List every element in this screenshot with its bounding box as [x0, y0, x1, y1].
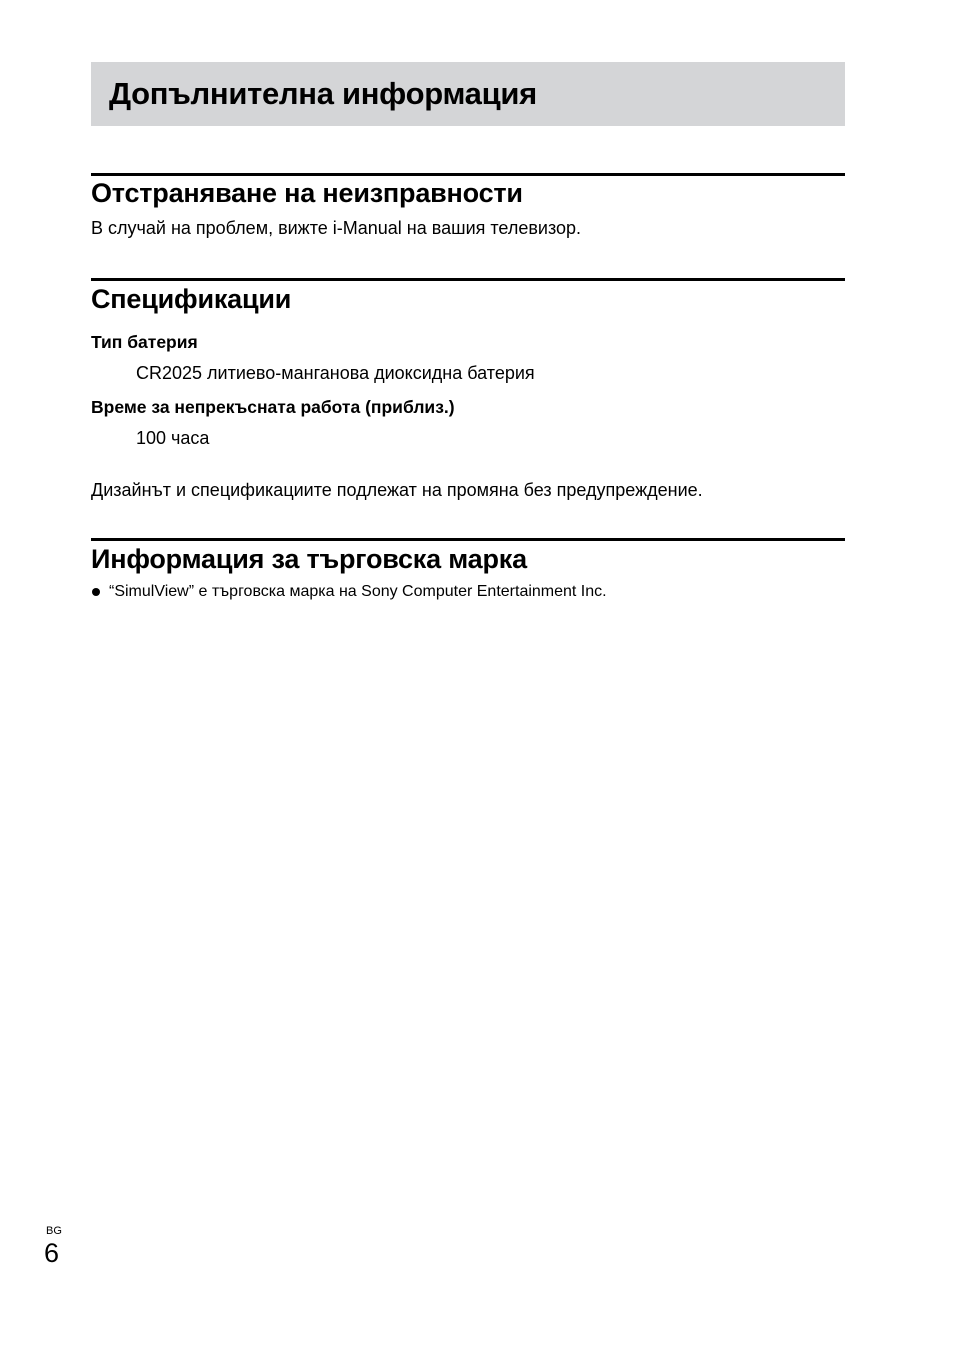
page-language-code: BG: [46, 1225, 62, 1237]
spec-label-operating-time: Време за непрекъсната работа (приблиз.): [91, 397, 455, 417]
spec-label-battery-type: Тип батерия: [91, 332, 198, 352]
section-title-troubleshooting: Отстраняване на неизправности: [91, 178, 523, 208]
spec-value-operating-time: 100 часа: [136, 428, 210, 448]
section-divider-troubleshooting: [91, 173, 845, 176]
chapter-title: Допълнителна информация: [109, 76, 537, 111]
specifications-note: Дизайнът и спецификациите подлежат на промяна без предупреждение.: [91, 480, 703, 500]
bullet-dot-icon: [92, 588, 100, 596]
page-number: 6: [44, 1238, 60, 1268]
chapter-banner: [91, 62, 845, 126]
section-divider-specifications: [91, 278, 845, 281]
section-title-trademark: Информация за търговска марка: [91, 544, 527, 574]
section-title-specifications: Спецификации: [91, 284, 292, 314]
trademark-text: “SimulView” е търговска марка на Sony Computer Entertainment Inc.: [109, 583, 607, 600]
spec-value-battery-type: CR2025 литиево-манганова диоксидна батерия: [136, 363, 535, 383]
section-divider-trademark: [91, 538, 845, 541]
troubleshooting-text: В случай на проблем, вижте i-Manual на вашия телевизор.: [91, 218, 582, 238]
